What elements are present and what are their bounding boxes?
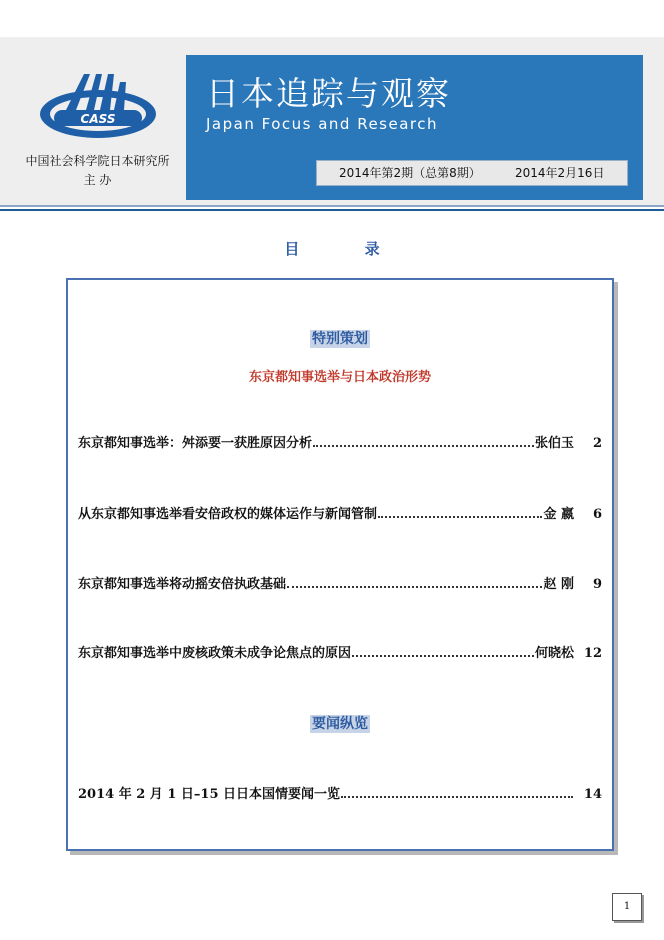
leader-dots <box>341 786 573 798</box>
issue-date: 2014年2月16日 <box>515 166 605 180</box>
page-number: 1 <box>612 893 642 921</box>
toc-entry-author: 张伯玉 <box>534 436 574 451</box>
masthead-rule-thin <box>0 205 664 207</box>
cass-logo-icon <box>36 70 160 142</box>
leader-dots <box>287 576 542 588</box>
toc-entry-title: 东京都知事选举中废核政策未成争论焦点的原因 <box>78 646 352 661</box>
masthead-rule-thick <box>0 209 664 211</box>
section-tag-special-label: 特别策划 <box>312 331 368 347</box>
toc-entry-title: 2014 年 2 月 1 日–15 日日本国情要闻一览 <box>78 787 341 802</box>
issue-info-box <box>316 160 628 186</box>
publisher-role: 主 办 <box>83 173 112 187</box>
toc-entry[interactable] <box>78 642 602 660</box>
toc-entry[interactable] <box>78 432 602 450</box>
leader-dots <box>352 645 534 657</box>
section-tag-news-label: 要闻纵览 <box>312 716 368 732</box>
publisher-name: 中国社会科学院日本研究所 <box>25 154 170 168</box>
toc-entry[interactable] <box>78 573 602 591</box>
toc-entry-author: 何晓松 <box>534 646 574 661</box>
section-tag-special <box>68 328 612 348</box>
toc-entry-author: 赵 刚 <box>543 577 574 592</box>
logo-text: CASS <box>80 112 116 126</box>
toc-entry-title: 从东京都知事选举看安倍政权的媒体运作与新闻管制 <box>78 507 378 522</box>
issue-number: 2014年第2期（总第8期） <box>339 166 481 180</box>
toc-entry-title: 东京都知事选举将动摇安倍执政基础 <box>78 577 287 592</box>
toc-entry-page: 9 <box>592 577 602 592</box>
leader-dots <box>378 506 542 518</box>
toc-entry-page: 12 <box>583 646 602 661</box>
section-tag-news <box>68 713 612 733</box>
toc-box <box>66 278 614 851</box>
toc-entry[interactable] <box>78 783 602 801</box>
title-panel <box>186 55 643 200</box>
journal-title-en: Japan Focus and Research <box>206 115 439 133</box>
toc-entry-page: 2 <box>592 436 602 451</box>
journal-title-cn: 日本追踪与观察 <box>206 74 451 113</box>
toc-entry-title: 东京都知事选举：舛添要一获胜原因分析 <box>78 436 313 451</box>
toc-entry[interactable] <box>78 503 602 521</box>
toc-entry-page: 6 <box>592 507 602 522</box>
section-subtitle: 东京都知事选举与日本政治形势 <box>248 370 431 385</box>
toc-entry-page: 14 <box>583 787 602 802</box>
leader-dots <box>313 435 534 447</box>
toc-heading: 目 录 <box>284 240 410 258</box>
toc-entry-author: 金 嬴 <box>543 507 574 522</box>
